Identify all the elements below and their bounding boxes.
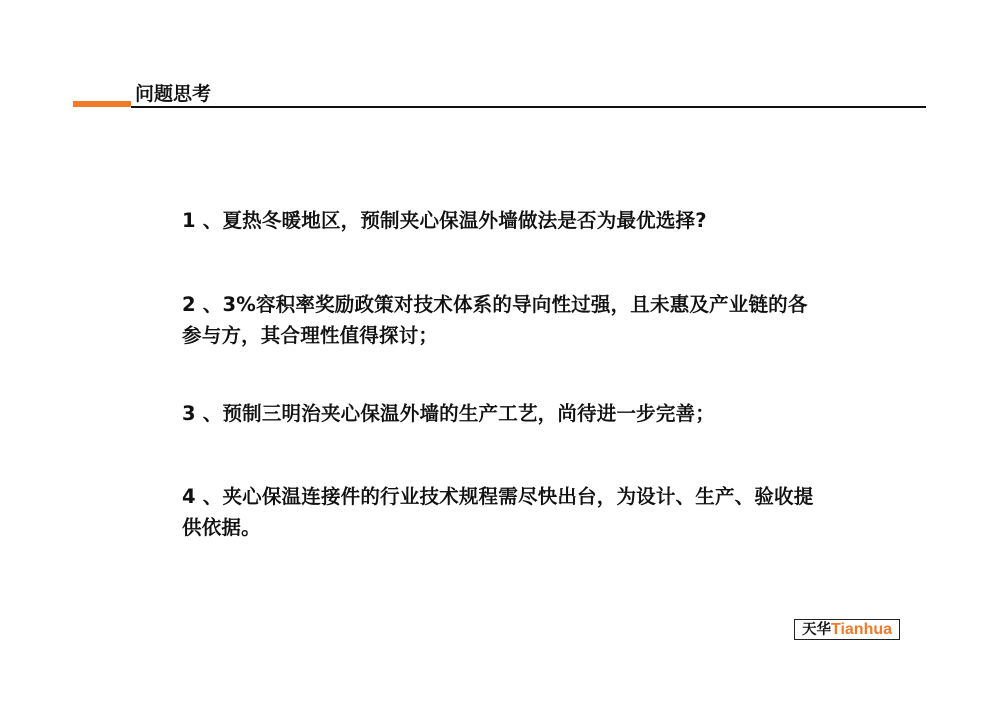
- title-bar: [0, 0, 1000, 120]
- logo-chinese-text: 天华: [801, 621, 831, 638]
- tianhua-logo: [794, 619, 900, 640]
- slide-title: 问题思考: [135, 83, 212, 105]
- question-item-2: 2 、3%容积率奖励政策对技术体系的导向性过强，且未惠及产业链的各参与方，其合理性值得探讨；: [182, 293, 808, 347]
- question-item-1: 1 、夏热冬暖地区，预制夹心保温外墙做法是否为最优选择?: [182, 209, 707, 232]
- question-item-4: 4 、夹心保温连接件的行业技术规程需尽快出台，为设计、生产、验收提供依据。: [182, 485, 814, 539]
- logo-english-text: Tianhua: [830, 620, 893, 638]
- question-item-3: 3 、预制三明治夹心保温外墙的生产工艺，尚待进一步完善；: [182, 402, 715, 425]
- title-underline: [131, 106, 926, 108]
- title-accent-bar: [73, 101, 131, 107]
